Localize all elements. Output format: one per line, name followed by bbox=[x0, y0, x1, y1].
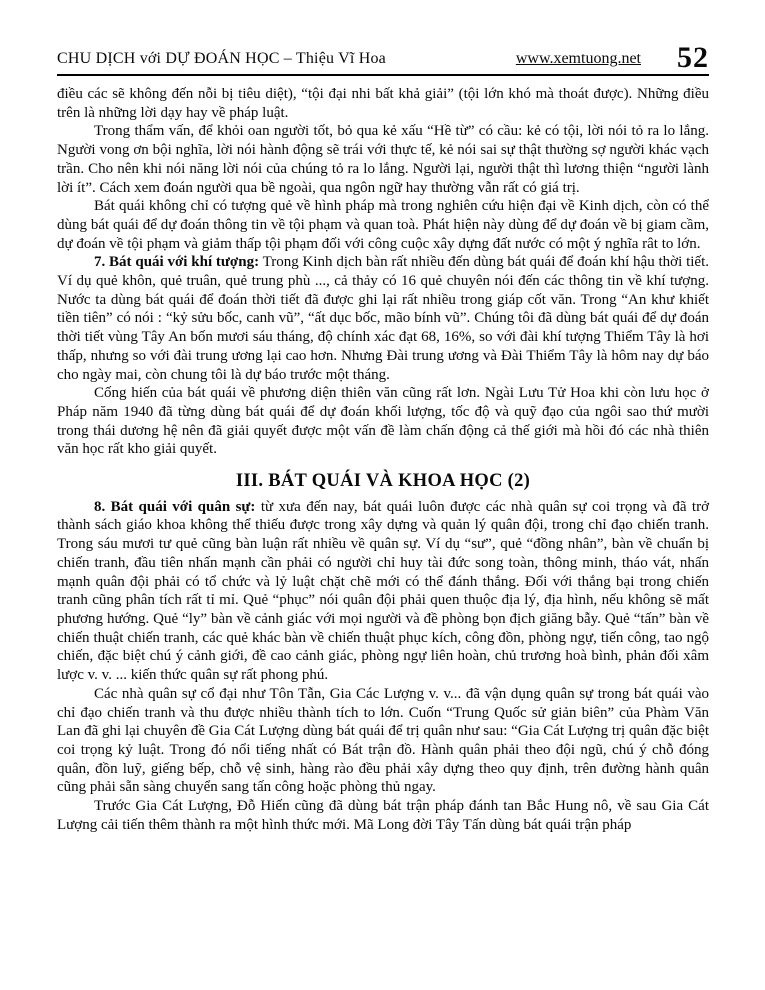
running-head bbox=[57, 41, 709, 74]
paragraph-generals: Các nhà quân sự cổ đại như Tôn Tẫn, Gia Các Lượng v. v... đã vận dụng quân sự trong bát quái vào chỉ đạo chiến tranh và thu được nhiều thành tích to lớn. Cuốn “Trung Quốc sử giản biên” của Phàm Văn Lan đã ghi lại chuyên đề Gia Cát Lượng dùng bát quái để trị quân như sau: “Gia Cát Lượng trị quân đặc biệt coi trọng kỷ luật. Trong đó nổi tiếng nhất có Bát trận đồ. Hành quân phải theo đội ngũ, chú ý chỗ đóng quân, đồn luỹ, giếng bếp, chỗ vệ sinh, hàng rào đều phải xây dựng theo quy định, trên đường hành quân cũng phải sẵn sàng chuyển sang tấn công hoặc phòng thủ ngay. bbox=[57, 685, 709, 796]
paragraph-military-text: từ xưa đến nay, bát quái luôn được các nhà quân sự coi trọng và đã trở thành sách giáo khoa không thể thiếu được trong xây dựng và quản lý quân đội, trong chỉ đạo chiến tranh. Trong sáu mươi tư quẻ cũng bàn luận rất nhiều về quân sự. Ví dụ “sư”, quẻ “đồng nhân”, bàn về chuẩn bị chiến tranh, đầu tiên nhấn mạnh cần phải có người chỉ huy tài đức song toàn, thông minh, tháo vát, nhấn mạnh quân đội phải có tổ chức và lỷ luật chặt chẽ mới có thể đánh thắng. Đối với thắng bại trong chiến tranh cũng phân tích rất tỉ mỉ. Quẻ “phục” nói quân đội phải quen thuộc địa lý, địa hình, nếu không sẽ mất phương hướng. Quẻ “ly” bàn về cảnh giác với mọi người và đề phòng bọn địch giăng bẫy. Quẻ “tấn” bàn về chiến thuật chiến tranh, các quẻ khác bàn về chiến thuật phục kích, công đồn, phòng ngự, tiến công, tao ngộ chiến, đặc biệt chú ý cảnh giới, đề cao cảnh giác, phòng ngự liên hoàn, chủ trương hoà bình, phản đối xâm lược v. v. ... kiến thức quân sự rất phong phú. bbox=[57, 498, 710, 684]
paragraph-interrogation: Trong thẩm vấn, để khỏi oan người tốt, bỏ qua kẻ xấu “Hề từ” có cầu: kẻ có tội, lời nói tỏ ra lo lắng. Người vong ơn bội nghĩa, lời nói hành động sẽ trái với thực tế, kẻ nói sai sự thật thường sợ người khác vạch trần. Cho nên khi nói năng lời nói của chúng tỏ ra lo lắng. Người lại, người thật thì lương thiện “người lành lời ít”. Cách xem đoán người qua bề ngoài, qua ngôn ngữ hay thường vẫn rất có giá trị. bbox=[57, 123, 709, 196]
paragraph-weather-text: Trong Kinh dịch bàn rất nhiều đến dùng bát quái để đoán khí hậu thời tiết. Ví dụ quẻ khôn, quẻ truân, quẻ trung phù ..., cả thảy có 16 quẻ chuyên nói đến các thông tin về khí tượng. Nước ta dùng bát quái để đoán thời tiết đã được ghi lại rất nhiều trong giáp cốt văn. Trong “An khư khiết tiền tiên” có nói : “kỷ sửu bốc, canh vũ”, “ất dục bốc, mão bính vũ”. Chúng tôi đã dùng bát quái để dự đoán thời tiết vùng Tây An bốn mươi sáu tháng, độ chính xác đạt 68, 16%, so với đài khí tượng Thiểm Tây là hơi thấp, nhưng so với đài trung ương lại cao hơn. Nhưng Đài trung ương và Đài Thiểm Tây là hôm nay dự báo cho ngày mai, còn chung tôi là dự báo trước một tháng. bbox=[57, 254, 709, 383]
paragraph-law-continuation: điều các sẽ không đến nỗi bị tiêu diệt), “tội đại nhi bất khả giải” (tội lớn khó mà thoát được). Những điều trên là những lời dạy hay về pháp luật. bbox=[57, 86, 709, 121]
paragraph-before-giacat: Trước Gia Cát Lượng, Đỗ Hiến cũng đã dùng bát trận pháp đánh tan Bắc Hung nô, về sau Gia Cát Lượng cải tiến thêm thành ra một hình thức mới. Mã Long đời Tây Tấn dùng bát quái trận pháp bbox=[57, 798, 709, 833]
paragraph-military-lead: 8. Bát quái với quân sự: bbox=[94, 498, 256, 515]
header-divider bbox=[57, 74, 709, 76]
paragraph-military bbox=[57, 498, 709, 685]
section-heading: III. BÁT QUÁI VÀ KHOA HỌC (2) bbox=[235, 471, 531, 492]
website-link[interactable]: www.xemtuong.net bbox=[515, 50, 641, 67]
paragraph-weather bbox=[57, 253, 709, 384]
paragraph-weather-lead: 7. Bát quái với khí tượng: bbox=[94, 254, 260, 271]
book-title: CHU DỊCH với DỰ ĐOÁN HỌC – Thiệu Vĩ Hoa bbox=[57, 50, 386, 67]
page-header bbox=[57, 41, 709, 76]
page-number: 52 bbox=[677, 41, 709, 74]
paragraph-astronomy: Cống hiến của bát quái về phương diện thiên văn cũng rất lơn. Ngài Lưu Tử Hoa khi còn lưu học ở Pháp năm 1940 đã từng dùng bát quái để dự đoán khối lượng, tốc độ và quỹ đạo của ngôi sao thứ mười trong thái dương hệ nên đã giải quyết được một vấn đề làm chấn động cả thế giới mà hồi đó các nhà thiên văn học rất kho giải quyết. bbox=[57, 385, 709, 458]
paragraph-crime-prediction: Bát quái không chỉ có tượng quẻ về hình pháp mà trong nghiên cứu hiện đại về Kinh dịch, còn có thể dùng bát quái để dự đoán thông tin về tội phạm và quan toà. Phát hiện này dùng để dự đoán về bị giam cầm, dự đoán về tội phạm và giảm thấp tội phạm đối với công cuộc xây dựng đất nước có một ý nghĩa rât to lớn. bbox=[57, 198, 709, 252]
page-body bbox=[57, 85, 709, 834]
